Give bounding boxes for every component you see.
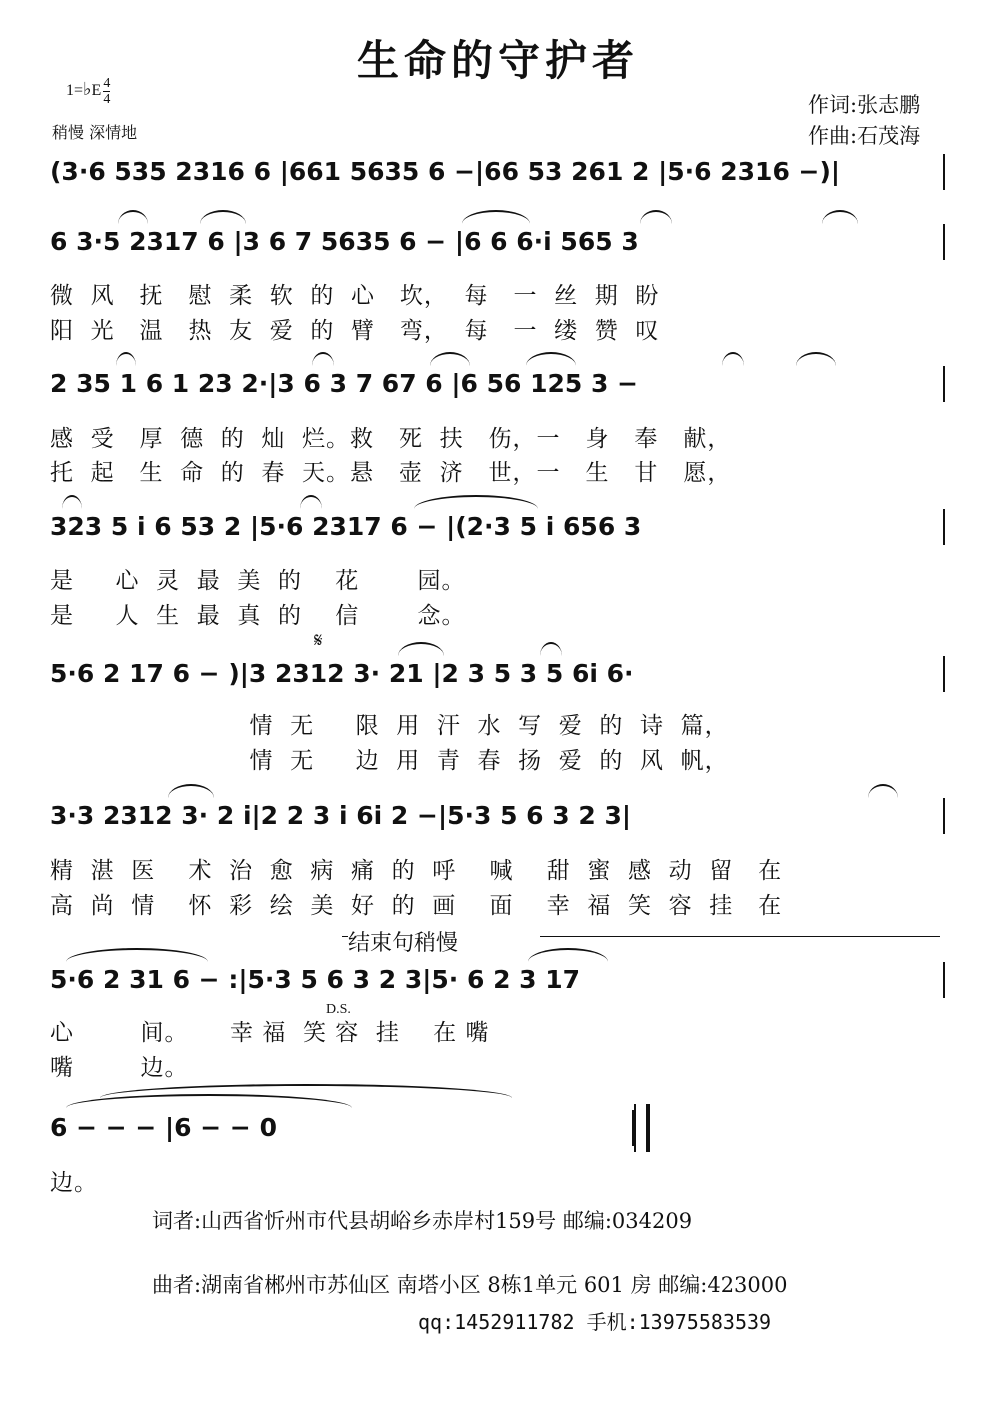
lyric-line-verse-1: 心 间。 幸 福 笑 容 挂 在 嘴	[50, 1020, 490, 1046]
lyric-line-verse-1: 微 风 抚 慰 柔 软 的 心 坎， 每 一 丝 期 盼	[50, 283, 660, 309]
slur-arc	[526, 352, 576, 366]
lyric-line-verse-2: 是 人 生 最 真 的 信 念。	[50, 603, 466, 629]
slur-arc	[796, 352, 836, 366]
lyric-line-verse-2: 托 起 生 命 的 春 天。悬 壶 济 世，一 生 甘 愿，	[50, 460, 732, 486]
slur-arc	[300, 495, 322, 509]
tempo-marking: 稍慢 深情地	[52, 123, 138, 142]
slur-arc	[414, 495, 538, 509]
lyric-line-verse-2: 高 尚 情 怀 彩 绘 美 好 的 画 面 幸 福 笑 容 挂 在	[50, 893, 783, 919]
lyric-line-verse-1: 感 受 厚 德 的 灿 烂。救 死 扶 伤，一 身 奉 献，	[50, 426, 732, 452]
notation-line: (3·6 535 2316 6 |661 5635 6 −|66 53 261 2 |5·6 2316 −)|	[50, 154, 945, 190]
key-signature	[66, 76, 110, 107]
song-title: 生命的守护者	[356, 36, 639, 85]
notation-line: 3·3 2312 3· 2 i|2 2 3 i 6i 2 −|5·3 5 6 3 2 3|	[50, 798, 945, 834]
final-barline	[634, 1104, 650, 1152]
lyricist-credit: 作词:张志鹏	[808, 93, 921, 117]
slur-arc	[312, 352, 334, 366]
time-unit: 4	[103, 92, 111, 107]
slur-arc	[822, 210, 858, 224]
lyric-line-verse-2: 阳 光 温 热 友 爱 的 臂 弯， 每 一 缕 赞 叹	[50, 318, 660, 344]
ritardando-marking: 结束句稍慢	[348, 931, 459, 956]
lyric-line-verse-1: 情 无 限 用 汗 水 写 爱 的 诗 篇，	[50, 713, 729, 739]
composer-credit: 作曲:石茂海	[808, 124, 921, 148]
lyric-line-verse-1: 是 心 灵 最 美 的 花 园。	[50, 568, 466, 594]
key-prefix: 1=	[66, 82, 84, 100]
notation-line: 5·6 2 17 6 − )|3 2312 3· 21 |2 3 5 3 5 6i 6·	[50, 656, 945, 692]
notation-line: 5·6 2 31 6 − :|5·3 5 6 3 2 3|5· 6 2 3 17	[50, 962, 945, 998]
slur-arc	[116, 352, 136, 366]
key-note: E	[91, 82, 102, 100]
time-beats: 4	[103, 76, 111, 91]
lyric-line-verse-1: 精 湛 医 术 治 愈 病 痛 的 呼 喊 甜 蜜 感 动 留 在	[50, 858, 783, 884]
slur-arc	[118, 210, 148, 224]
slur-arc	[868, 784, 898, 798]
slur-arc	[66, 948, 208, 962]
composer-address: 曲者:湖南省郴州市苏仙区 南塔小区 8栋1单元 601 房 邮编:423000	[152, 1273, 788, 1297]
slur-arc	[398, 642, 444, 656]
ritardando-line	[540, 936, 940, 937]
notation-line: 6 3·5 2317 6 |3 6 7 5635 6 − |6 6 6·i 565 3	[50, 224, 945, 260]
slur-arc	[200, 210, 246, 224]
lyric-line-verse-2: 情 无 边 用 青 春 扬 爱 的 风 帆，	[50, 748, 729, 774]
time-signature	[103, 76, 110, 107]
slur-arc	[462, 210, 530, 224]
slur-arc	[168, 784, 214, 798]
slur-arc	[640, 210, 672, 224]
segno-sign: 𝄋	[314, 628, 323, 652]
lyric-line-verse-2: 嘴 边。	[50, 1055, 189, 1081]
flat-sign: ♭	[83, 79, 92, 100]
slur-arc	[430, 352, 470, 366]
lyricist-address: 词者:山西省忻州市代县胡峪乡赤岸村159号 邮编:034209	[152, 1209, 693, 1233]
lyric-line-final: 边。	[50, 1170, 98, 1196]
slur-arc	[722, 352, 744, 366]
notation-line: 323 5 i 6 53 2 |5·6 2317 6 − |(2·3 5 i 656 3	[50, 509, 945, 545]
notation-line: 2 35 1 6 1 23 2·|3 6 3 7 67 6 |6 56 125 3 −	[50, 366, 945, 402]
slur-arc	[528, 948, 608, 962]
slur-arc	[540, 642, 562, 656]
notation-line: 6 − − − |6 − − 0	[50, 1110, 634, 1146]
dal-segno-marking: D.S.	[326, 1002, 351, 1017]
composer-contact: qq:1452911782 手机:13975583539	[418, 1310, 772, 1334]
slur-arc	[62, 495, 82, 509]
